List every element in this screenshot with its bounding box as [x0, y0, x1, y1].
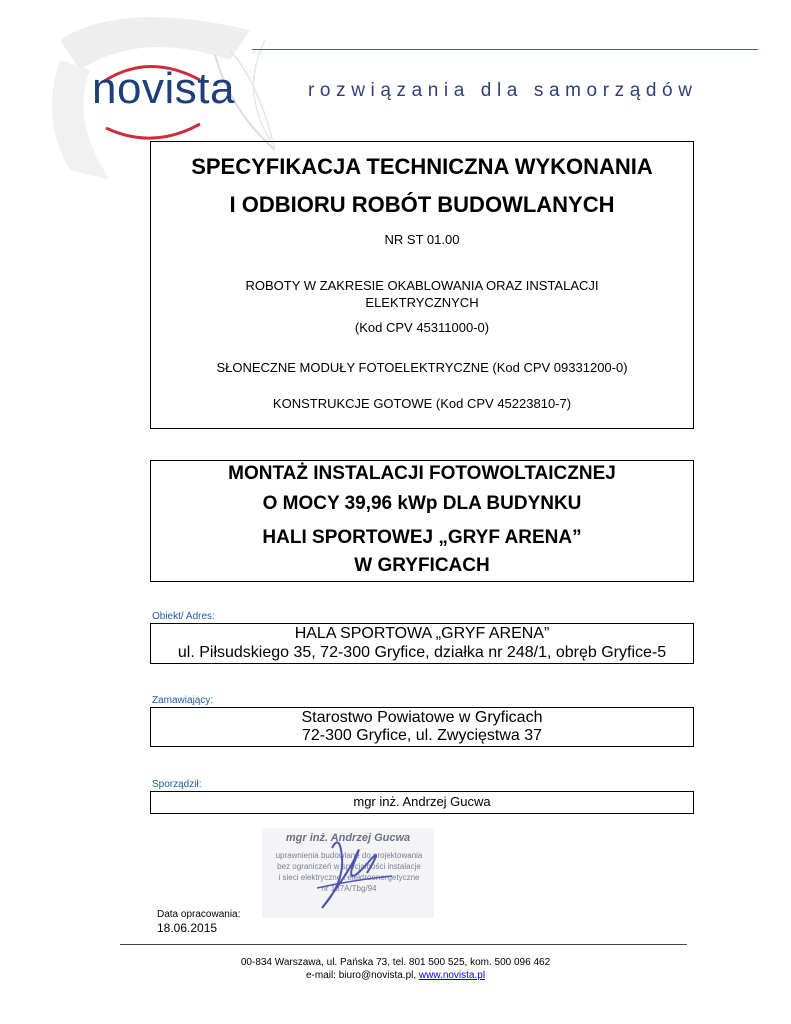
engineer-stamp — [262, 828, 434, 918]
date-label: Data opracowania: — [157, 909, 241, 920]
date-value: 18.06.2015 — [157, 921, 218, 935]
specification-box — [150, 141, 694, 429]
orderer-label: Zamawiający: — [152, 695, 214, 706]
spec-cpv-1: (Kod CPV 45311000-0) — [354, 320, 490, 335]
stamp-line1: mgr inż. Andrzej Gucwa — [285, 832, 411, 844]
spec-cpv-2: SŁONECZNE MODUŁY FOTOELEKTRYCZNE (Kod CPV 09331200-0) — [216, 360, 628, 375]
stamp-line2: uprawnienia budowlane do projektowania — [275, 851, 423, 860]
spec-cpv-3: KONSTRUKCJE GOTOWE (Kod CPV 45223810-7) — [272, 396, 572, 411]
project-line2: O MOCY 39,96 kWp DLA BUDYNKU — [262, 493, 582, 514]
footer-address: 00-834 Warszawa, ul. Pańska 73, tel. 801 500 525, kom. 500 096 462 — [240, 957, 551, 968]
address-line1: HALA SPORTOWA „GRYF ARENA” — [294, 625, 550, 642]
project-line1: MONTAŻ INSTALACJI FOTOWOLTAICZNEJ — [228, 463, 616, 484]
address-box — [150, 623, 694, 664]
spec-title-line1: SPECYFIKACJA TECHNICZNA WYKONANIA — [191, 154, 653, 179]
footer-divider — [120, 944, 687, 945]
signature-icon — [262, 828, 434, 918]
project-line3: HALI SPORTOWEJ „GRYF ARENA” — [262, 527, 582, 548]
project-title-box — [150, 460, 694, 582]
spec-title-line2: I ODBIORU ROBÓT BUDOWLANYCH — [229, 192, 615, 217]
author-label: Sporządził: — [152, 779, 202, 790]
address-line2: ul. Piłsudskiego 35, 72-300 Gryfice, działka nr 248/1, obręb Gryfice-5 — [177, 644, 667, 661]
spec-scope-line1: ROBOTY W ZAKRESIE OKABLOWANIA ORAZ INSTALACJI — [245, 278, 599, 293]
project-line4: W GRYFICACH — [354, 555, 490, 576]
author-box — [150, 791, 694, 814]
orderer-line1: Starostwo Powiatowe w Gryficach — [301, 709, 543, 726]
header-red-line — [252, 49, 758, 50]
spec-scope-line2: ELEKTRYCZNYCH — [365, 295, 479, 310]
footer-contact — [0, 970, 791, 981]
header-tagline: rozwiązania dla samorządów — [308, 80, 698, 101]
stamp-line4: i sieci elektryczne i elektroenergetyczne — [278, 873, 420, 882]
logo-text: novista — [92, 64, 235, 113]
orderer-line2: 72-300 Gryfice, ul. Zwycięstwa 37 — [301, 727, 543, 744]
stamp-line5: nr 187A/Tbg/94 — [321, 884, 377, 893]
orderer-box — [150, 707, 694, 747]
footer-website-link[interactable]: www.novista.pl — [418, 970, 486, 981]
spec-number: NR ST 01.00 — [384, 232, 460, 247]
author-name: mgr inż. Andrzej Gucwa — [353, 794, 491, 809]
address-label: Obiekt/ Adres: — [152, 611, 215, 622]
stamp-line3: bez ograniczeń w specjalności instalacje — [277, 862, 421, 871]
footer-email: e-mail: biuro@novista.pl, — [305, 970, 419, 981]
